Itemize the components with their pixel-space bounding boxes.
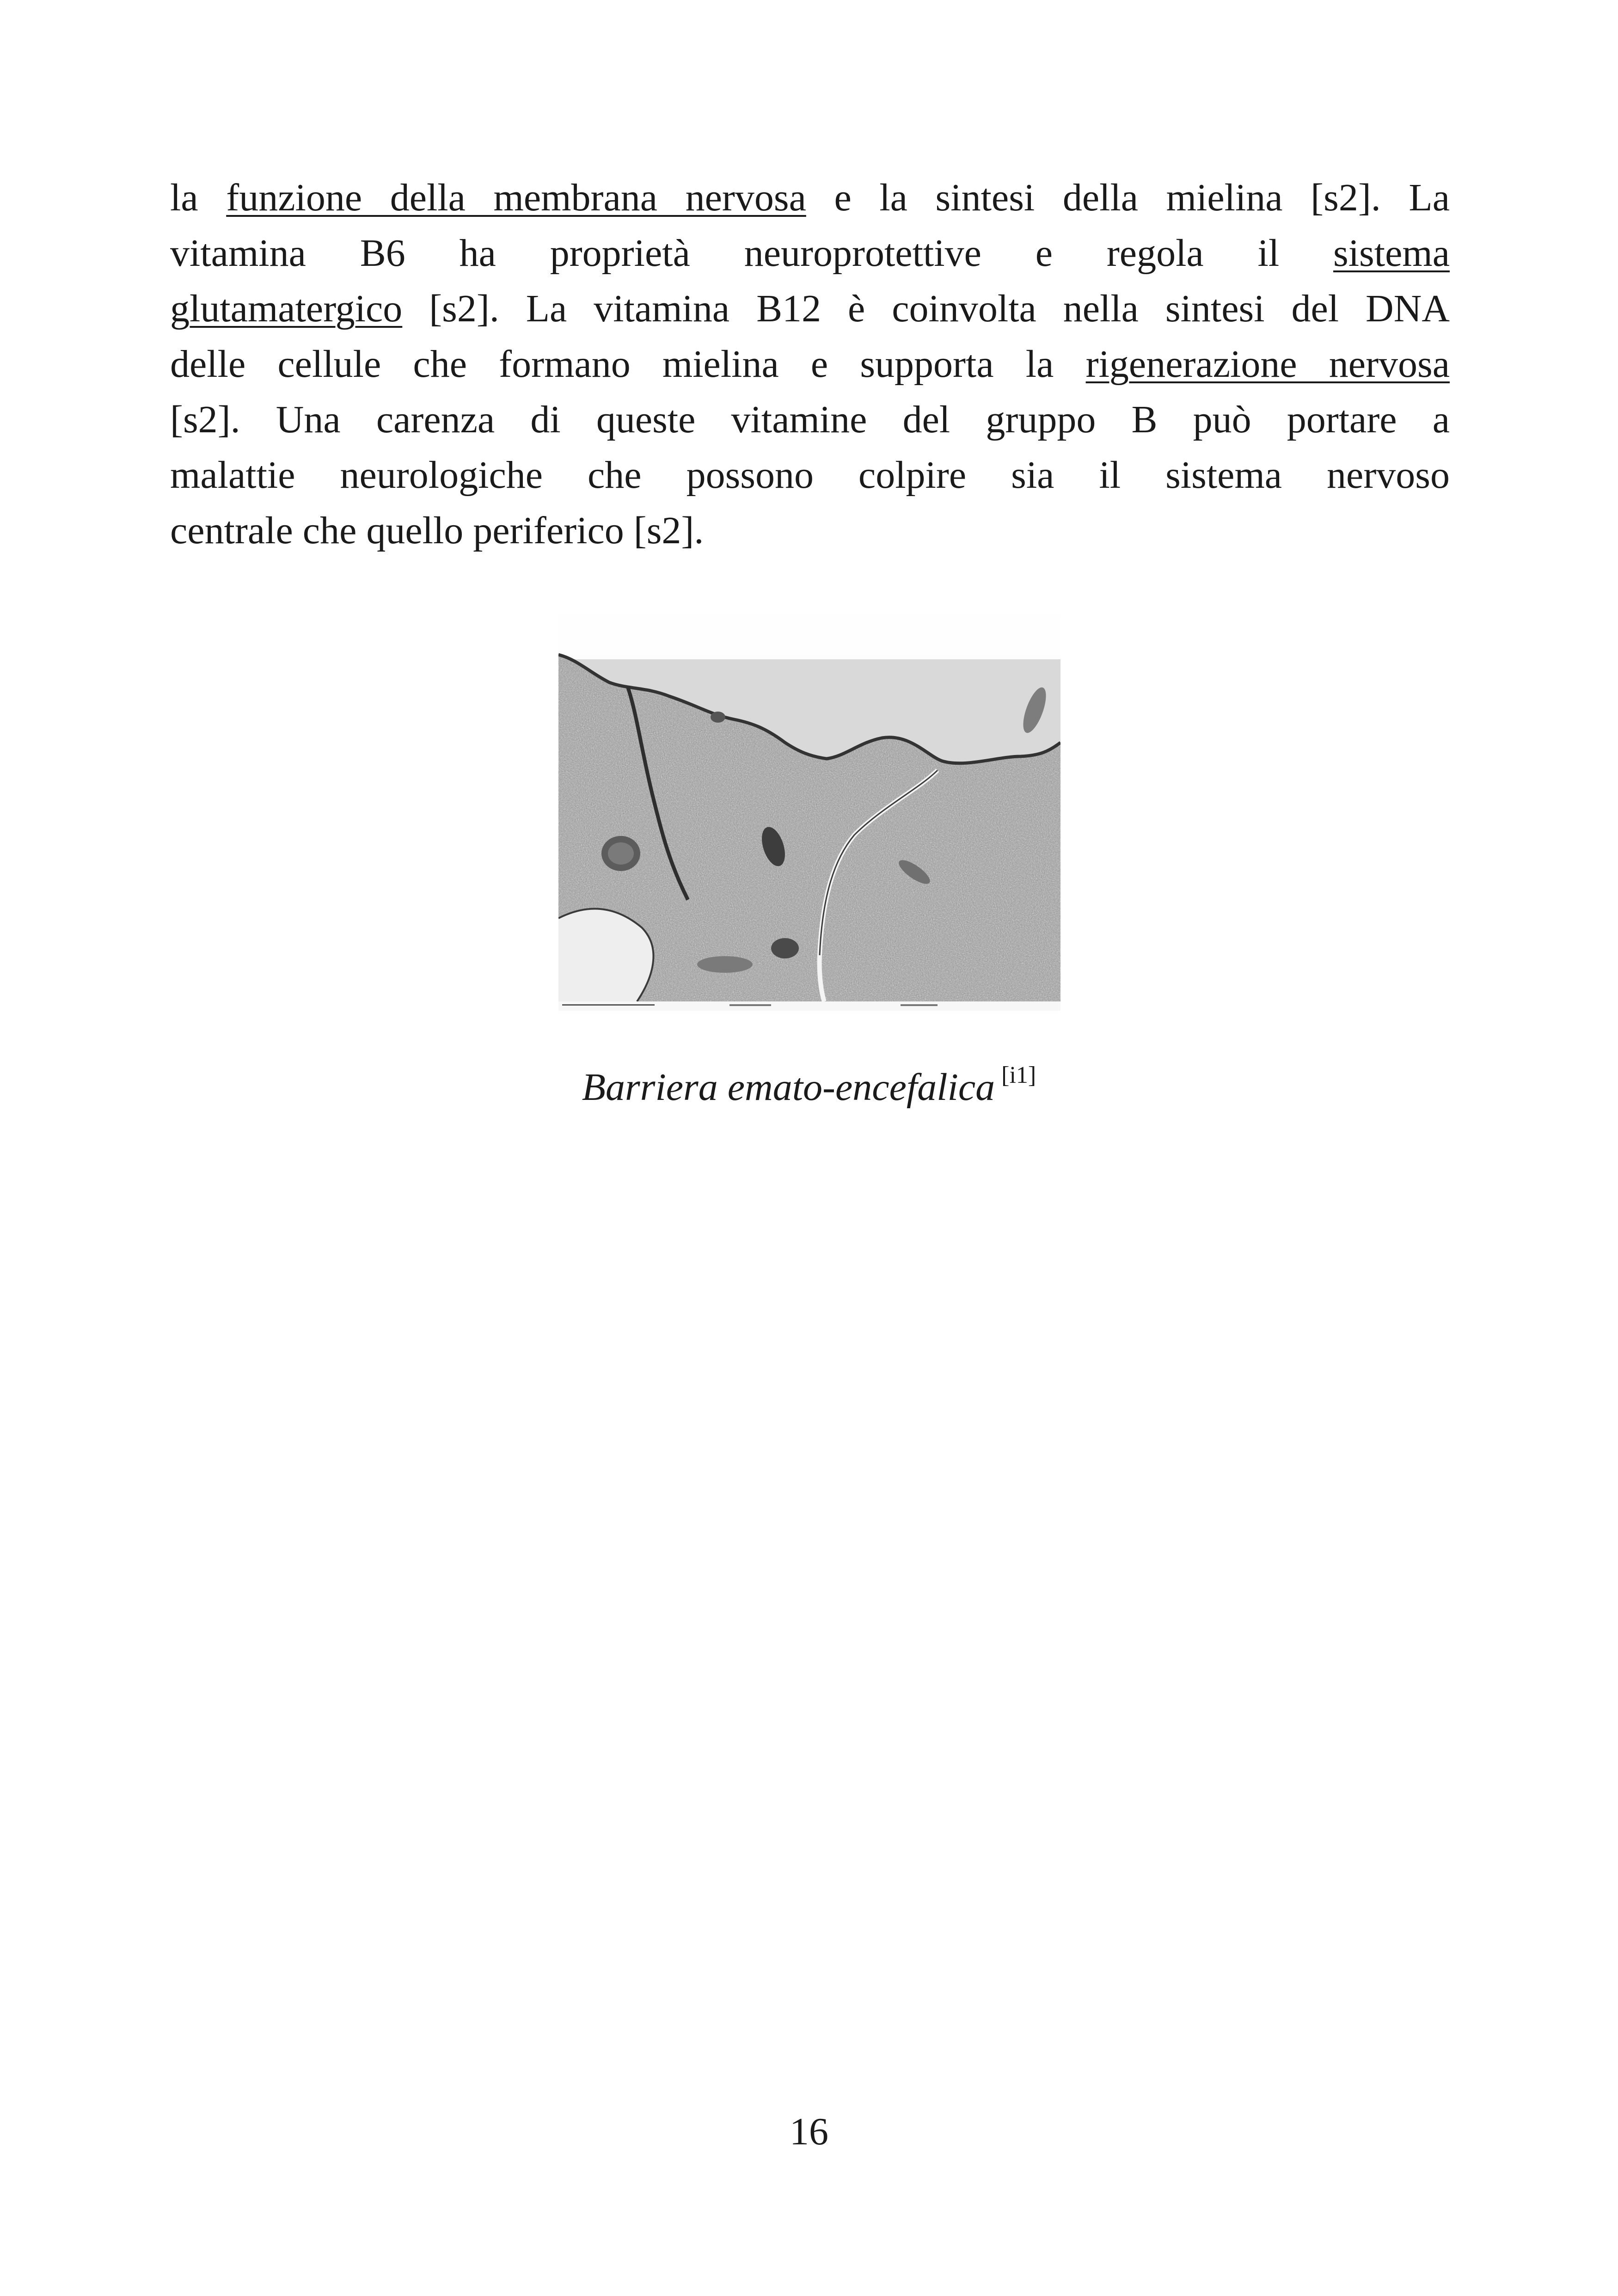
text-run: [s2]. La vitamina B12 è coinvolta nella sintesi del DNA — [402, 287, 1450, 330]
link-sistema-glutamatergico[interactable]: sistema — [1333, 232, 1450, 275]
text-run: e la sintesi della mielina [s2]. La — [806, 176, 1450, 219]
body-paragraph — [170, 170, 1450, 559]
text-line — [170, 226, 1450, 281]
electron-micrograph-image — [558, 604, 1060, 1011]
text-line — [170, 170, 1450, 226]
text-line: centrale che quello periferico [s2]. — [170, 509, 704, 552]
link-sistema-glutamatergico-cont[interactable]: glutamatergico — [170, 287, 403, 330]
text-run: la — [170, 176, 227, 219]
page-number: 16 — [790, 2110, 828, 2153]
text-line — [170, 337, 1450, 392]
caption-text: Barriera emato-encefalica — [582, 1066, 995, 1109]
link-rigenerazione-nervosa[interactable]: rigenerazione nervosa — [1085, 343, 1450, 386]
text-line: [s2]. Una carenza di queste vitamine del gruppo B può portare a — [170, 398, 1450, 441]
text-run: vitamina B6 ha proprietà neuroprotettive e regola il — [170, 232, 1334, 275]
caption-reference[interactable]: [i1] — [1001, 1062, 1036, 1088]
text-line — [170, 281, 1450, 337]
text-run: delle cellule che formano mielina e supporta la — [170, 343, 1086, 386]
figure-caption — [0, 1051, 1618, 1115]
text-line: malattie neurologiche che possono colpire sia il sistema nervoso — [170, 454, 1450, 497]
link-funzione-membrana[interactable]: funzione della membrana nervosa — [226, 176, 806, 219]
